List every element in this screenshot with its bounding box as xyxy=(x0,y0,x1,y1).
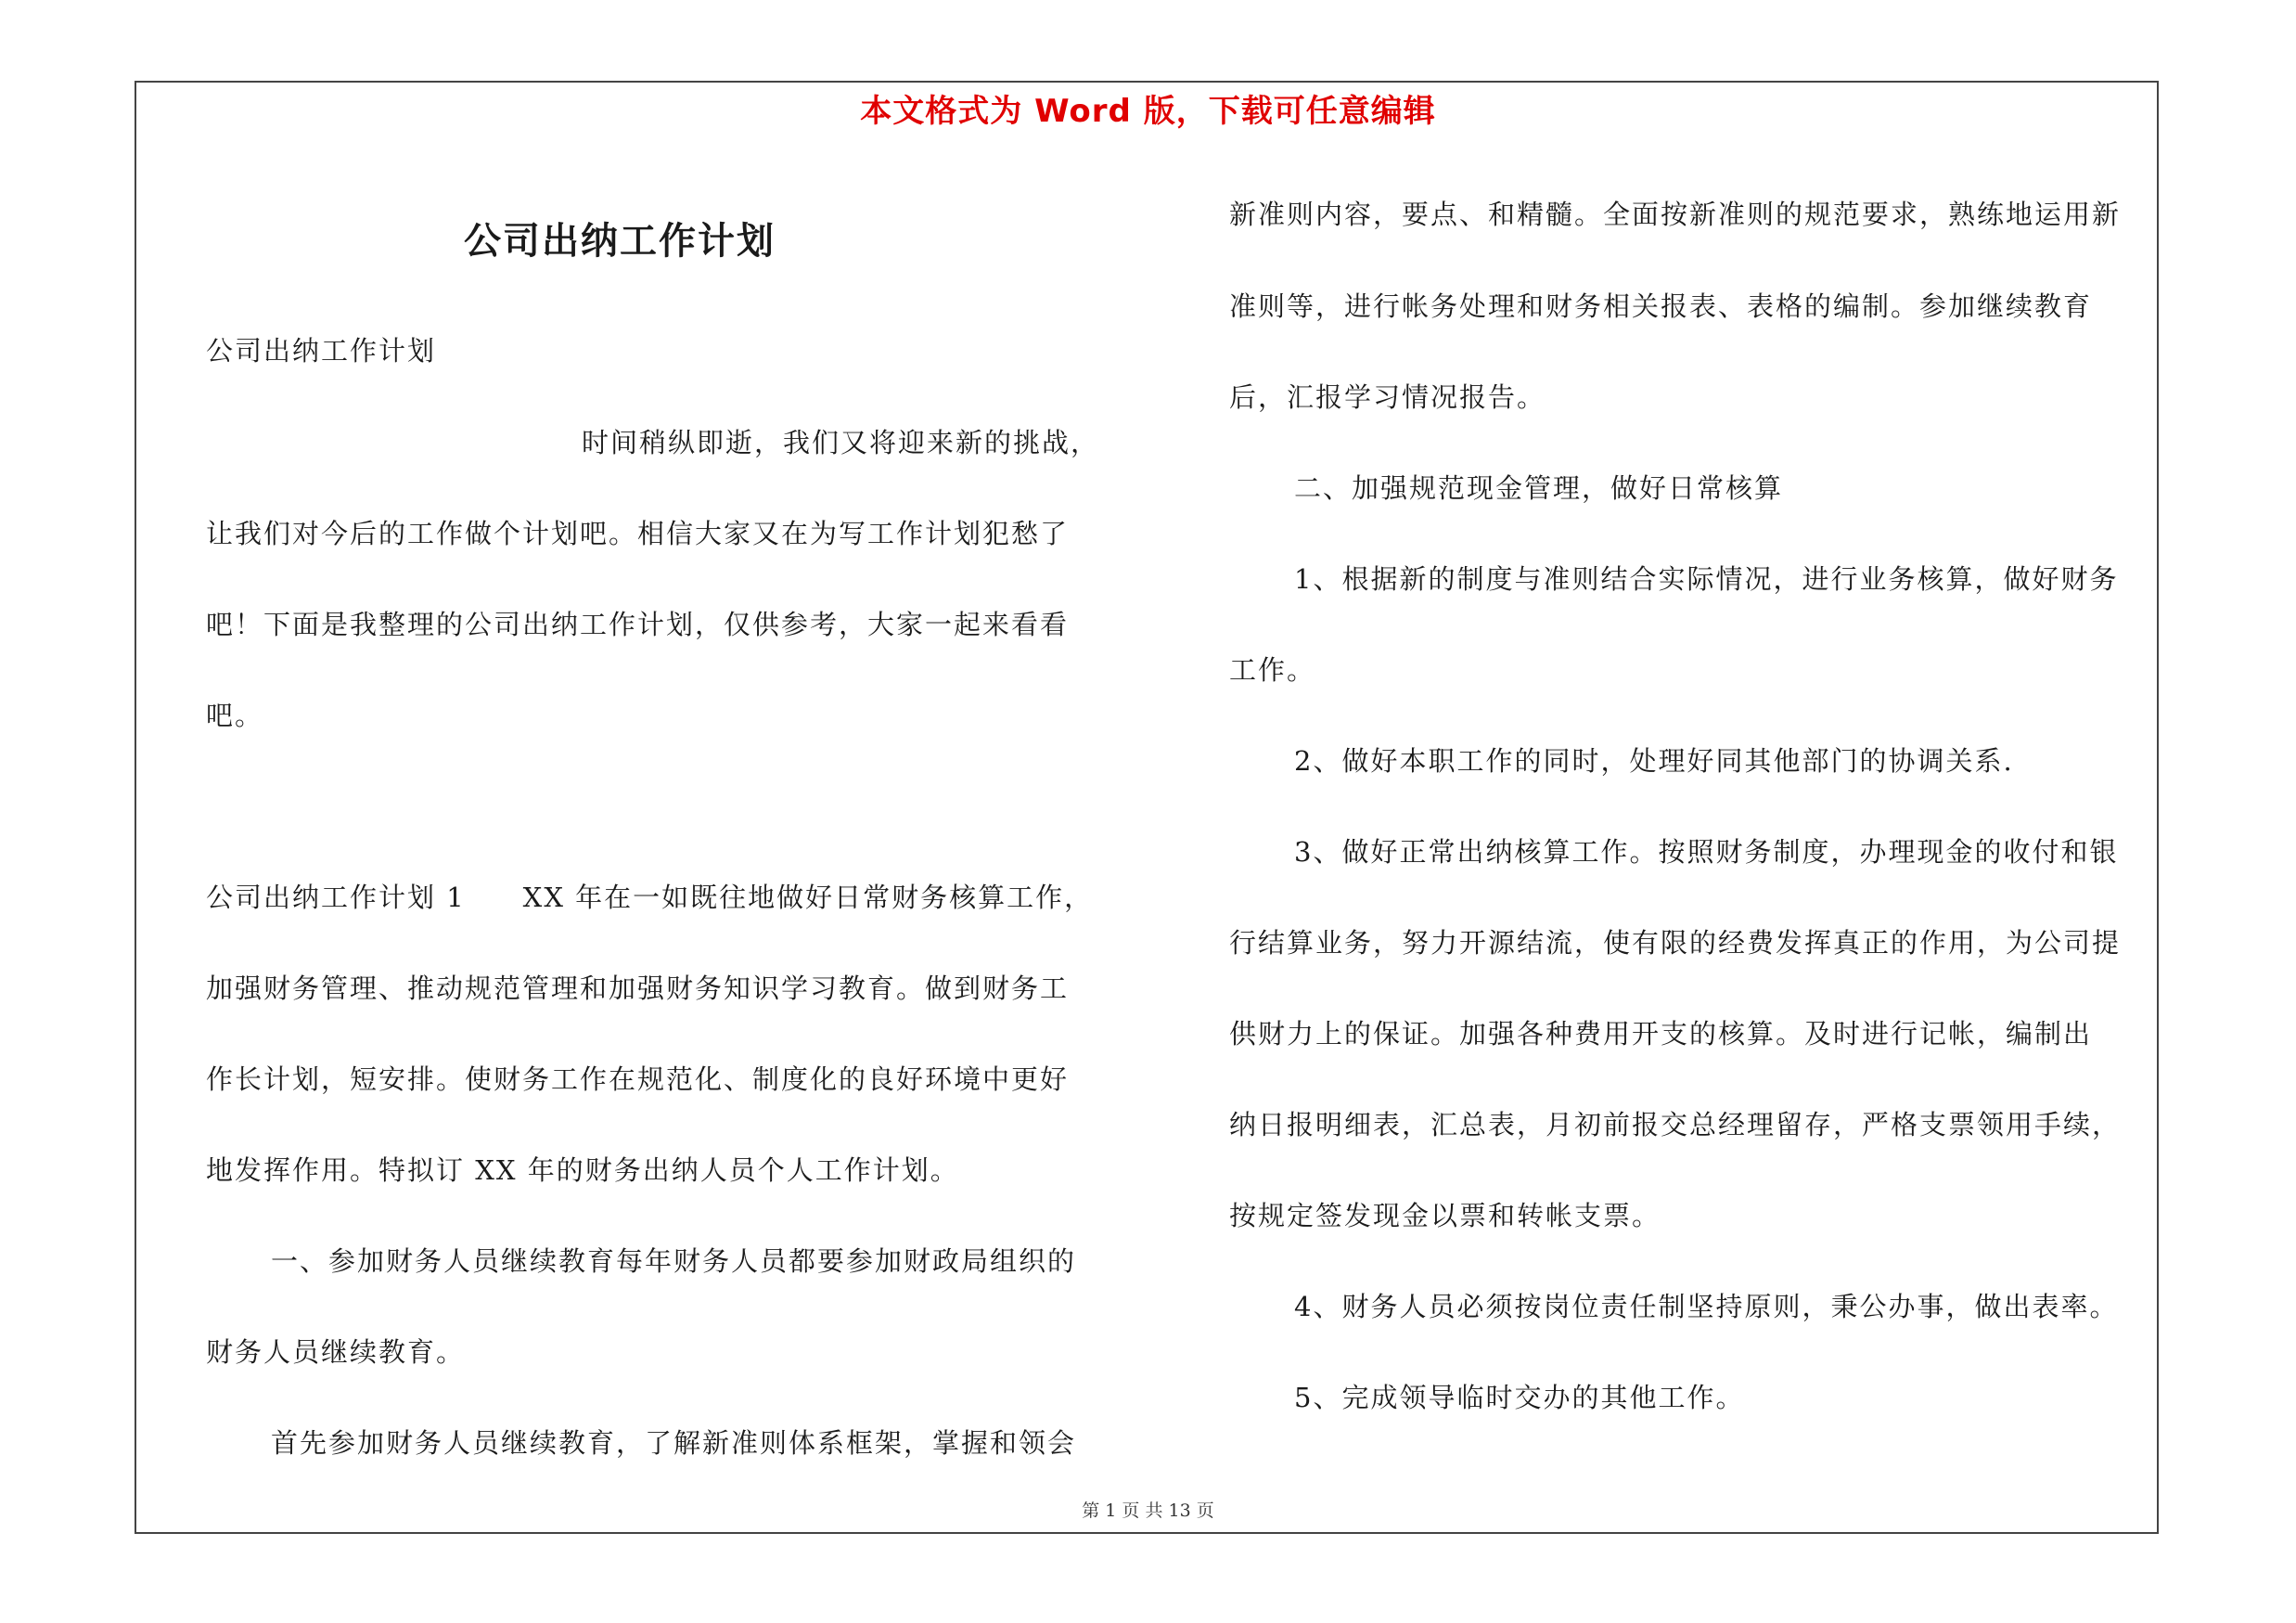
text-line: 二、加强规范现金管理，做好日常核算 xyxy=(1294,472,1784,504)
text-line: 纳日报明细表，汇总表，月初前报交总经理留存，严格支票领用手续， xyxy=(1229,1109,2122,1140)
text-line: 吧。 xyxy=(206,700,264,731)
text-line: 供财力上的保证。加强各种费用开支的核算。及时进行记帐，编制出 xyxy=(1229,1018,2093,1050)
text-line: 财务人员继续教育。 xyxy=(206,1336,466,1368)
text-line: 4、财务人员必须按岗位责任制坚持原则，秉公办事，做出表率。 xyxy=(1294,1291,2119,1322)
text-line: 按规定签发现金以票和转帐支票。 xyxy=(1229,1200,1661,1231)
text-line: 作长计划，短安排。使财务工作在规范化、制度化的良好环境中更好 xyxy=(206,1063,1070,1095)
text-line: 1、根据新的制度与准则结合实际情况，进行业务核算，做好财务 xyxy=(1294,563,2119,595)
text-line: 行结算业务，努力开源结流，使有限的经费发挥真正的作用，为公司提 xyxy=(1229,927,2122,959)
text-line: 5、完成领导临时交办的其他工作。 xyxy=(1294,1382,1745,1413)
text-line: 首先参加财务人员继续教育，了解新准则体系框架，掌握和领会 xyxy=(271,1427,1077,1459)
document-title: 公司出纳工作计划 xyxy=(464,220,776,263)
text-line: 2、做好本职工作的同时，处理好同其他部门的协调关系. xyxy=(1294,745,2014,777)
text-line: 公司出纳工作计划 xyxy=(206,335,437,367)
text-line: 工作。 xyxy=(1229,654,1316,686)
text-line: 后，汇报学习情况报告。 xyxy=(1229,381,1546,413)
text-line: 一、参加财务人员继续教育每年财务人员都要参加财政局组织的 xyxy=(271,1245,1077,1277)
text-line: 公司出纳工作计划 1 XX 年在一如既往地做好日常财务核算工作， xyxy=(206,882,1094,913)
text-line: 加强财务管理、推动规范管理和加强财务知识学习教育。做到财务工 xyxy=(206,973,1070,1004)
text-line: 新准则内容，要点、和精髓。全面按新准则的规范要求，熟练地运用新 xyxy=(1229,199,2122,230)
text-line: 准则等，进行帐务处理和财务相关报表、表格的编制。参加继续教育 xyxy=(1229,290,2093,322)
text-line: 地发挥作用。特拟订 XX 年的财务出纳人员个人工作计划。 xyxy=(206,1154,959,1186)
text-line: 让我们对今后的工作做个计划吧。相信大家又在为写工作计划犯愁了 xyxy=(206,518,1070,549)
text-line: 时间稍纵即逝，我们又将迎来新的挑战， xyxy=(582,427,1100,458)
text-line: 3、做好正常出纳核算工作。按照财务制度，办理现金的收付和银 xyxy=(1294,836,2119,868)
text-line: 吧！下面是我整理的公司出纳工作计划，仅供参考，大家一起来看看 xyxy=(206,609,1070,640)
format-banner: 本文格式为 Word 版，下载可任意编辑 xyxy=(860,93,1436,130)
page-number: 第 1 页 共 13 页 xyxy=(1082,1501,1214,1521)
